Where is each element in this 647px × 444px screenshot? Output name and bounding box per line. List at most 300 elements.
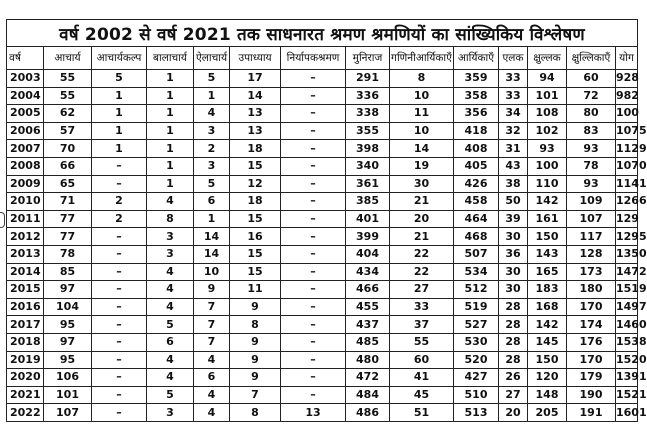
table-cell: 437: [346, 316, 390, 334]
table-cell: 93: [528, 140, 567, 158]
year-cell: 2009: [7, 175, 44, 193]
table-row: [7, 404, 638, 422]
table-cell: 174: [567, 316, 616, 334]
table-cell: 7: [194, 333, 230, 351]
table-cell: 190: [567, 386, 616, 404]
table-cell: 143: [528, 245, 567, 263]
table-cell: 19: [390, 157, 454, 175]
table-cell: –: [281, 333, 346, 351]
year-cell: 2014: [7, 263, 44, 281]
year-cell: 2021: [7, 386, 44, 404]
table-cell: 95: [44, 351, 92, 369]
table-cell: 10: [390, 122, 454, 140]
table-row: [7, 245, 638, 263]
table-cell: 78: [44, 245, 92, 263]
table-cell: 205: [528, 404, 567, 422]
table-cell: 70: [44, 140, 92, 158]
table-cell: 359: [454, 70, 499, 88]
table-cell: 8: [230, 316, 281, 334]
table-cell: 4: [147, 298, 194, 316]
table-cell: 27: [499, 386, 528, 404]
table-cell: 100: [616, 105, 638, 123]
table-cell: 13: [281, 404, 346, 422]
table-cell: 513: [454, 404, 499, 422]
table-cell: 6: [194, 193, 230, 211]
table-cell: –: [92, 263, 147, 281]
table-cell: 1: [147, 140, 194, 158]
table-cell: 102: [528, 122, 567, 140]
table-row: [7, 281, 638, 299]
table-cell: 4: [147, 193, 194, 211]
table-cell: 427: [454, 369, 499, 387]
table-cell: 9: [230, 351, 281, 369]
table-cell: 355: [346, 122, 390, 140]
table-cell: 434: [346, 263, 390, 281]
table-cell: 62: [44, 105, 92, 123]
table-cell: 1472: [616, 263, 638, 281]
table-cell: 110: [528, 175, 567, 193]
table-cell: 94: [528, 70, 567, 88]
table-cell: 18: [230, 140, 281, 158]
table-cell: 51: [390, 404, 454, 422]
table-cell: 108: [528, 105, 567, 123]
table-cell: 13: [230, 122, 281, 140]
year-cell: 2019: [7, 351, 44, 369]
table-cell: 401: [346, 210, 390, 228]
table-cell: 466: [346, 281, 390, 299]
table-cell: –: [92, 316, 147, 334]
year-cell: 2015: [7, 281, 44, 299]
table-cell: 18: [230, 193, 281, 211]
table-cell: 20: [390, 210, 454, 228]
table-cell: 15: [230, 157, 281, 175]
table-cell: 77: [44, 228, 92, 246]
table-cell: 37: [390, 316, 454, 334]
year-cell: 2011: [7, 210, 44, 228]
table-row: [7, 122, 638, 140]
table-cell: 20: [499, 404, 528, 422]
table-cell: 5: [194, 70, 230, 88]
table-cell: –: [281, 122, 346, 140]
table-cell: 982: [616, 87, 638, 105]
year-cell: 2017: [7, 316, 44, 334]
table-cell: 129: [616, 210, 638, 228]
table-cell: 1: [92, 87, 147, 105]
year-cell: 2010: [7, 193, 44, 211]
table-cell: 22: [390, 245, 454, 263]
table-cell: 33: [499, 87, 528, 105]
table-cell: 1538: [616, 333, 638, 351]
table-cell: 95: [44, 316, 92, 334]
table-row: [7, 369, 638, 387]
table-cell: 534: [454, 263, 499, 281]
table-cell: 33: [499, 70, 528, 88]
table-cell: 1: [147, 105, 194, 123]
table-cell: 5: [147, 316, 194, 334]
table-cell: 107: [44, 404, 92, 422]
table-cell: 28: [499, 351, 528, 369]
table-body: [7, 70, 647, 422]
table-cell: 183: [528, 281, 567, 299]
table-cell: 27: [390, 281, 454, 299]
table-cell: 101: [528, 87, 567, 105]
table-cell: 106: [44, 369, 92, 387]
table-cell: 9: [194, 281, 230, 299]
table-row: [7, 140, 638, 158]
table-cell: –: [92, 157, 147, 175]
table-cell: 83: [567, 122, 616, 140]
table-cell: 34: [499, 105, 528, 123]
table-cell: 66: [44, 157, 92, 175]
year-cell: 2013: [7, 245, 44, 263]
table-row: [7, 210, 638, 228]
table-cell: 291: [346, 70, 390, 88]
table-cell: 60: [567, 70, 616, 88]
table-cell: 480: [346, 351, 390, 369]
table-cell: 455: [346, 298, 390, 316]
table-cell: 520: [454, 351, 499, 369]
table-cell: –: [281, 351, 346, 369]
table-cell: 109: [567, 193, 616, 211]
table-row: [7, 316, 638, 334]
year-cell: 2006: [7, 122, 44, 140]
table-cell: 1: [147, 70, 194, 88]
table-cell: 14: [230, 87, 281, 105]
table-cell: –: [281, 369, 346, 387]
table-cell: 30: [499, 263, 528, 281]
table-cell: 38: [499, 175, 528, 193]
table-cell: 338: [346, 105, 390, 123]
table-cell: 5: [147, 386, 194, 404]
table-cell: –: [281, 210, 346, 228]
table-cell: 15: [230, 263, 281, 281]
table-cell: –: [281, 193, 346, 211]
table-cell: 30: [499, 281, 528, 299]
table-cell: 21: [390, 228, 454, 246]
table-cell: 464: [454, 210, 499, 228]
table-cell: 16: [230, 228, 281, 246]
table-cell: –: [281, 70, 346, 88]
table-cell: 4: [147, 369, 194, 387]
table-cell: 408: [454, 140, 499, 158]
year-cell: 2022: [7, 404, 44, 422]
table-cell: 1075: [616, 122, 638, 140]
table-cell: –: [281, 87, 346, 105]
table-cell: 358: [454, 87, 499, 105]
table-cell: 4: [194, 404, 230, 422]
table-cell: 36: [499, 245, 528, 263]
table-cell: 150: [528, 351, 567, 369]
table-cell: 170: [567, 351, 616, 369]
table-cell: 107: [567, 210, 616, 228]
table-cell: 7: [194, 316, 230, 334]
table-cell: 1601: [616, 404, 638, 422]
table-cell: 30: [390, 175, 454, 193]
table-cell: 468: [454, 228, 499, 246]
table-cell: 458: [454, 193, 499, 211]
table-cell: 101: [44, 386, 92, 404]
table-cell: 120: [528, 369, 567, 387]
table-cell: 104: [44, 298, 92, 316]
table-cell: 486: [346, 404, 390, 422]
table-cell: –: [92, 281, 147, 299]
table-cell: 57: [44, 122, 92, 140]
table-cell: –: [281, 175, 346, 193]
table-cell: 15: [230, 245, 281, 263]
table-row: [7, 87, 638, 105]
column-header-row: [7, 47, 638, 70]
table-cell: 55: [44, 87, 92, 105]
table-cell: 14: [390, 140, 454, 158]
table-cell: 55: [390, 333, 454, 351]
table-cell: 179: [567, 369, 616, 387]
table-cell: 1519: [616, 281, 638, 299]
table-cell: 50: [499, 193, 528, 211]
table-cell: 9: [230, 333, 281, 351]
table-cell: 7: [194, 298, 230, 316]
table-row: [7, 298, 638, 316]
table-cell: 180: [567, 281, 616, 299]
table-cell: 15: [230, 210, 281, 228]
table-cell: 1129: [616, 140, 638, 158]
table-cell: 1070: [616, 157, 638, 175]
table-cell: –: [92, 386, 147, 404]
table-cell: 399: [346, 228, 390, 246]
year-cell: 2018: [7, 333, 44, 351]
table-cell: 33: [390, 298, 454, 316]
table-cell: 8: [230, 404, 281, 422]
table-row: [7, 386, 638, 404]
column-header: वर्ष: [7, 47, 44, 70]
table-cell: 519: [454, 298, 499, 316]
table-cell: 28: [499, 316, 528, 334]
column-header: क्षुल्लिकाएँ: [567, 47, 616, 70]
table-cell: 512: [454, 281, 499, 299]
table-cell: 41: [390, 369, 454, 387]
table-cell: 28: [499, 298, 528, 316]
table-cell: 530: [454, 333, 499, 351]
year-cell: 2016: [7, 298, 44, 316]
table-title: वर्ष 2002 से वर्ष 2021 तक साधनारत श्रमण श्रमणियों का सांख्यिकिय विश्लेषण: [7, 20, 638, 47]
table-cell: 3: [147, 404, 194, 422]
table-cell: 2: [194, 140, 230, 158]
table-cell: 165: [528, 263, 567, 281]
table-cell: 14: [194, 228, 230, 246]
column-header: बालाचार्य: [147, 47, 194, 70]
page-edge-marker: [0, 212, 5, 228]
table-cell: –: [281, 298, 346, 316]
table-cell: –: [281, 105, 346, 123]
year-cell: 2008: [7, 157, 44, 175]
table-cell: 72: [567, 87, 616, 105]
table-cell: –: [92, 333, 147, 351]
table-cell: 150: [528, 228, 567, 246]
table-cell: 26: [499, 369, 528, 387]
table-row: [7, 333, 638, 351]
column-header: गणिनीआर्यिकाएँ: [390, 47, 454, 70]
table-cell: –: [92, 351, 147, 369]
table-cell: 1460: [616, 316, 638, 334]
table-cell: 405: [454, 157, 499, 175]
column-header: क्षुल्लक: [528, 47, 567, 70]
table-cell: 65: [44, 175, 92, 193]
table-cell: 1391: [616, 369, 638, 387]
column-header: निर्यापकश्रमण: [281, 47, 346, 70]
table-cell: 21: [390, 193, 454, 211]
table-cell: 78: [567, 157, 616, 175]
table-cell: 3: [194, 157, 230, 175]
table-cell: 1: [147, 87, 194, 105]
table-cell: 8: [147, 210, 194, 228]
table-row: [7, 70, 638, 88]
year-cell: 2003: [7, 70, 44, 88]
table-cell: 418: [454, 122, 499, 140]
table-cell: 1: [147, 157, 194, 175]
table-cell: 9: [230, 298, 281, 316]
year-cell: 2020: [7, 369, 44, 387]
table-cell: 145: [528, 333, 567, 351]
year-cell: 2004: [7, 87, 44, 105]
table-cell: 45: [390, 386, 454, 404]
table-cell: –: [281, 140, 346, 158]
table-cell: 2: [92, 193, 147, 211]
table-row: [7, 263, 638, 281]
table-cell: –: [92, 245, 147, 263]
table-cell: 398: [346, 140, 390, 158]
table-cell: 1: [92, 140, 147, 158]
table-cell: 472: [346, 369, 390, 387]
table-cell: 1497: [616, 298, 638, 316]
table-cell: 71: [44, 193, 92, 211]
table-cell: 55: [44, 70, 92, 88]
table-cell: 28: [499, 333, 528, 351]
table-cell: –: [281, 386, 346, 404]
table-cell: 148: [528, 386, 567, 404]
column-header: उपाध्याय: [230, 47, 281, 70]
table-cell: 5: [194, 175, 230, 193]
table-cell: 4: [147, 351, 194, 369]
table-cell: 5: [92, 70, 147, 88]
table-cell: 1295: [616, 228, 638, 246]
table-cell: 43: [499, 157, 528, 175]
table-cell: 340: [346, 157, 390, 175]
column-header: ऐलाचार्य: [194, 47, 230, 70]
table-cell: 97: [44, 281, 92, 299]
table-cell: 6: [147, 333, 194, 351]
column-header: आचार्य: [44, 47, 92, 70]
table-cell: 1266: [616, 193, 638, 211]
table-cell: –: [281, 245, 346, 263]
table-cell: 60: [390, 351, 454, 369]
table-cell: 100: [528, 157, 567, 175]
table-cell: 11: [230, 281, 281, 299]
table-cell: 1: [194, 210, 230, 228]
statistics-table-container: [6, 19, 647, 422]
table-cell: 7: [230, 386, 281, 404]
table-cell: 39: [499, 210, 528, 228]
table-cell: 3: [194, 122, 230, 140]
table-cell: 404: [346, 245, 390, 263]
table-cell: 484: [346, 386, 390, 404]
table-cell: 13: [230, 105, 281, 123]
table-cell: 142: [528, 316, 567, 334]
table-cell: 10: [390, 87, 454, 105]
column-header: आर्यिकाएँ: [454, 47, 499, 70]
table-cell: 1520: [616, 351, 638, 369]
table-cell: –: [92, 404, 147, 422]
table-cell: –: [281, 316, 346, 334]
table-cell: 1: [92, 122, 147, 140]
table-cell: 928: [616, 70, 638, 88]
table-cell: 93: [567, 140, 616, 158]
statistics-table: [6, 19, 647, 422]
column-header: योग: [616, 47, 638, 70]
table-cell: 356: [454, 105, 499, 123]
table-cell: 426: [454, 175, 499, 193]
table-cell: –: [92, 298, 147, 316]
table-cell: 1: [92, 105, 147, 123]
table-cell: 1521: [616, 386, 638, 404]
table-cell: 22: [390, 263, 454, 281]
table-row: [7, 105, 638, 123]
table-cell: 12: [230, 175, 281, 193]
table-cell: 173: [567, 263, 616, 281]
table-cell: 1: [194, 87, 230, 105]
table-cell: 8: [390, 70, 454, 88]
table-cell: 142: [528, 193, 567, 211]
table-cell: 128: [567, 245, 616, 263]
table-cell: 93: [567, 175, 616, 193]
table-cell: 1350: [616, 245, 638, 263]
table-cell: –: [281, 263, 346, 281]
table-cell: 4: [147, 281, 194, 299]
table-cell: 97: [44, 333, 92, 351]
table-row: [7, 193, 638, 211]
table-cell: 4: [194, 105, 230, 123]
column-header: आचार्यकल्प: [92, 47, 147, 70]
table-cell: 117: [567, 228, 616, 246]
table-cell: 80: [567, 105, 616, 123]
table-cell: 3: [147, 245, 194, 263]
table-cell: 168: [528, 298, 567, 316]
table-cell: –: [281, 281, 346, 299]
table-cell: 6: [194, 369, 230, 387]
year-cell: 2005: [7, 105, 44, 123]
table-cell: 4: [194, 351, 230, 369]
table-cell: 510: [454, 386, 499, 404]
table-cell: 336: [346, 87, 390, 105]
table-row: [7, 157, 638, 175]
table-cell: 1141: [616, 175, 638, 193]
table-cell: 32: [499, 122, 528, 140]
table-cell: 176: [567, 333, 616, 351]
year-cell: 2012: [7, 228, 44, 246]
table-cell: 1: [147, 122, 194, 140]
table-cell: 1: [147, 175, 194, 193]
table-cell: –: [92, 228, 147, 246]
table-cell: 161: [528, 210, 567, 228]
table-row: [7, 228, 638, 246]
table-cell: 77: [44, 210, 92, 228]
table-cell: –: [92, 369, 147, 387]
table-cell: 2: [92, 210, 147, 228]
table-cell: 361: [346, 175, 390, 193]
column-header: मुनिराज: [346, 47, 390, 70]
table-cell: 485: [346, 333, 390, 351]
table-cell: 385: [346, 193, 390, 211]
table-cell: 4: [147, 263, 194, 281]
column-header: एलक: [499, 47, 528, 70]
